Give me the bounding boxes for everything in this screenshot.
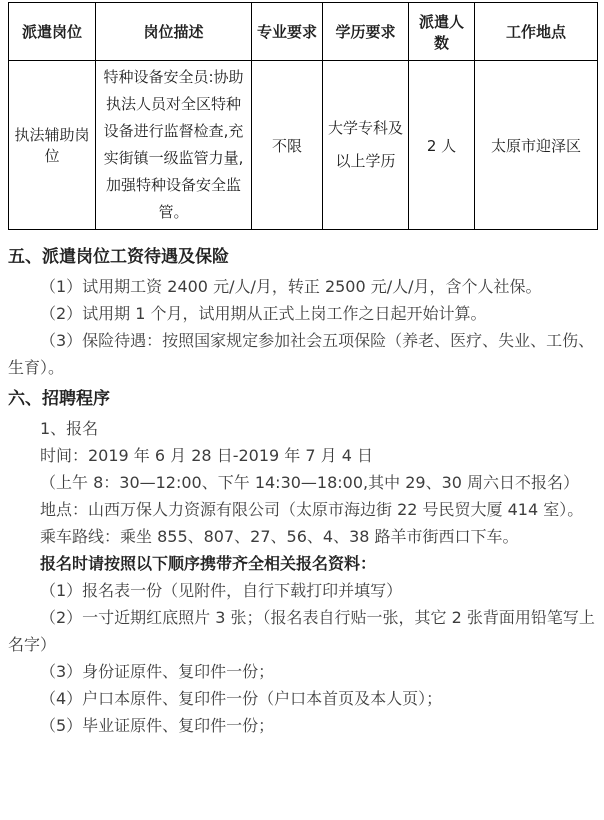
paragraph-insurance: （3）保险待遇：按照国家规定参加社会五项保险（养老、医疗、失业、工伤、生育）。	[8, 331, 595, 377]
column-header-position-description: 岗位描述	[96, 3, 252, 61]
paragraph-material-1-application-form: （1）报名表一份（见附件，自行下载打印并填写）	[40, 581, 403, 600]
column-header-major-requirement: 专业要求	[252, 3, 323, 61]
cell-headcount: 2 人	[409, 61, 475, 230]
table-header-row	[9, 3, 598, 61]
table-row	[9, 61, 598, 230]
column-header-headcount: 派遣人数	[409, 3, 475, 61]
position-table	[8, 2, 598, 230]
column-header-dispatch-position: 派遣岗位	[9, 3, 96, 61]
paragraph-registration-hours: （上午 8：30—12:00、下午 14:30—18:00,其中 29、30 周六日不报名）	[40, 473, 580, 492]
paragraph-registration-time: 时间：2019 年 6 月 28 日-2019 年 7 月 4 日	[40, 446, 373, 465]
paragraph-material-3-id-card: （3）身份证原件、复印件一份；	[40, 662, 275, 681]
paragraph-materials-heading: 报名时请按照以下顺序携带齐全相关报名资料：	[40, 554, 377, 573]
cell-position-description: 特种设备安全员:协助执法人员对全区特种设备进行监督检查,充实街镇一级监管力量,加强特种设备安全监管。	[96, 61, 252, 230]
paragraph-material-2-photos: （2）一寸近期红底照片 3 张；（报名表自行贴一张，其它 2 张背面用铅笔写上名字）	[8, 608, 595, 654]
notice-body	[8, 243, 596, 739]
paragraph-trial-salary: （1）试用期工资 2400 元/人/月，转正 2500 元/人/月，含个人社保。	[40, 277, 542, 296]
cell-education-requirement: 大学专科及以上学历	[323, 61, 409, 230]
paragraph-registration: 1、报名	[40, 419, 99, 438]
cell-work-location: 太原市迎泽区	[475, 61, 598, 230]
cell-major-requirement: 不限	[252, 61, 323, 230]
paragraph-registration-location: 地点：山西万保人力资源有限公司（太原市海边街 22 号民贸大厦 414 室）。	[40, 500, 584, 519]
paragraph-trial-period: （2）试用期 1 个月，试用期从正式上岗工作之日起开始计算。	[40, 304, 487, 323]
section-6-heading: 六、招聘程序	[8, 389, 110, 409]
section-5-heading: 五、派遣岗位工资待遇及保险	[8, 247, 229, 267]
paragraph-material-4-household-register: （4）户口本原件、复印件一份（户口本首页及本人页）；	[40, 689, 443, 708]
paragraph-bus-route: 乘车路线：乘坐 855、807、27、56、4、38 路羊市街西口下车。	[40, 527, 519, 546]
column-header-work-location: 工作地点	[475, 3, 598, 61]
column-header-education-requirement: 学历要求	[323, 3, 409, 61]
cell-dispatch-position: 执法辅助岗位	[9, 61, 96, 230]
paragraph-material-5-diploma: （5）毕业证原件、复印件一份；	[40, 716, 275, 735]
